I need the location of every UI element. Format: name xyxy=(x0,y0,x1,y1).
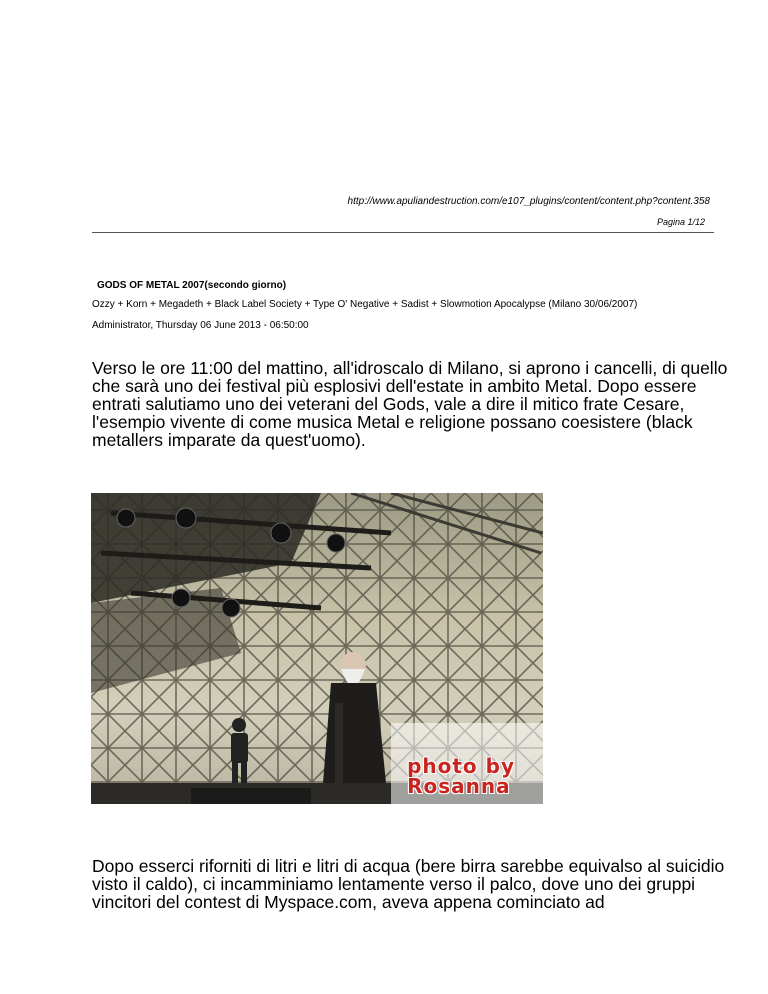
page-number: Pagina 1/12 xyxy=(656,217,705,227)
article-title: GODS OF METAL 2007(secondo giorno) xyxy=(97,280,287,291)
article-subtitle: Ozzy + Korn + Megadeth + Black Label Society + Type O' Negative + Sadist + Slowmotion Apocalypse (Milano 30/06/2007) xyxy=(92,299,638,310)
photo-watermark xyxy=(407,756,515,796)
concert-photo xyxy=(91,493,543,804)
article-paragraph-1: Verso le ore 11:00 del mattino, all'idroscalo di Milano, si aprono i cancelli, di quello che sarà uno dei festival più esplosivi dell'estate in ambito Metal. Dopo essere entrati salutiamo uno dei veterani del Gods, vale a dire il mitico frate Cesare, l'esempio vivente di come musica Metal e religione possano coesistere (black metallers imparate da quest'uomo). xyxy=(92,358,728,450)
source-url[interactable]: http://www.apuliandestruction.com/e107_plugins/content/content.php?content.358 xyxy=(347,196,710,207)
article-paragraph-2: Dopo esserci riforniti di litri e litri di acqua (bere birra sarebbe equivalso al suicidio visto il caldo), ci incamminiamo lentamente verso il palco, dove uno dei gruppi vincitori del contest di Myspace.com, aveva appena cominciato ad xyxy=(92,856,725,912)
article-byline: Administrator, Thursday 06 June 2013 - 06:50:00 xyxy=(92,320,309,331)
header-divider xyxy=(92,232,714,233)
watermark-line-2: Rosanna xyxy=(407,774,511,798)
watermark-line-1: photo by xyxy=(407,754,515,778)
